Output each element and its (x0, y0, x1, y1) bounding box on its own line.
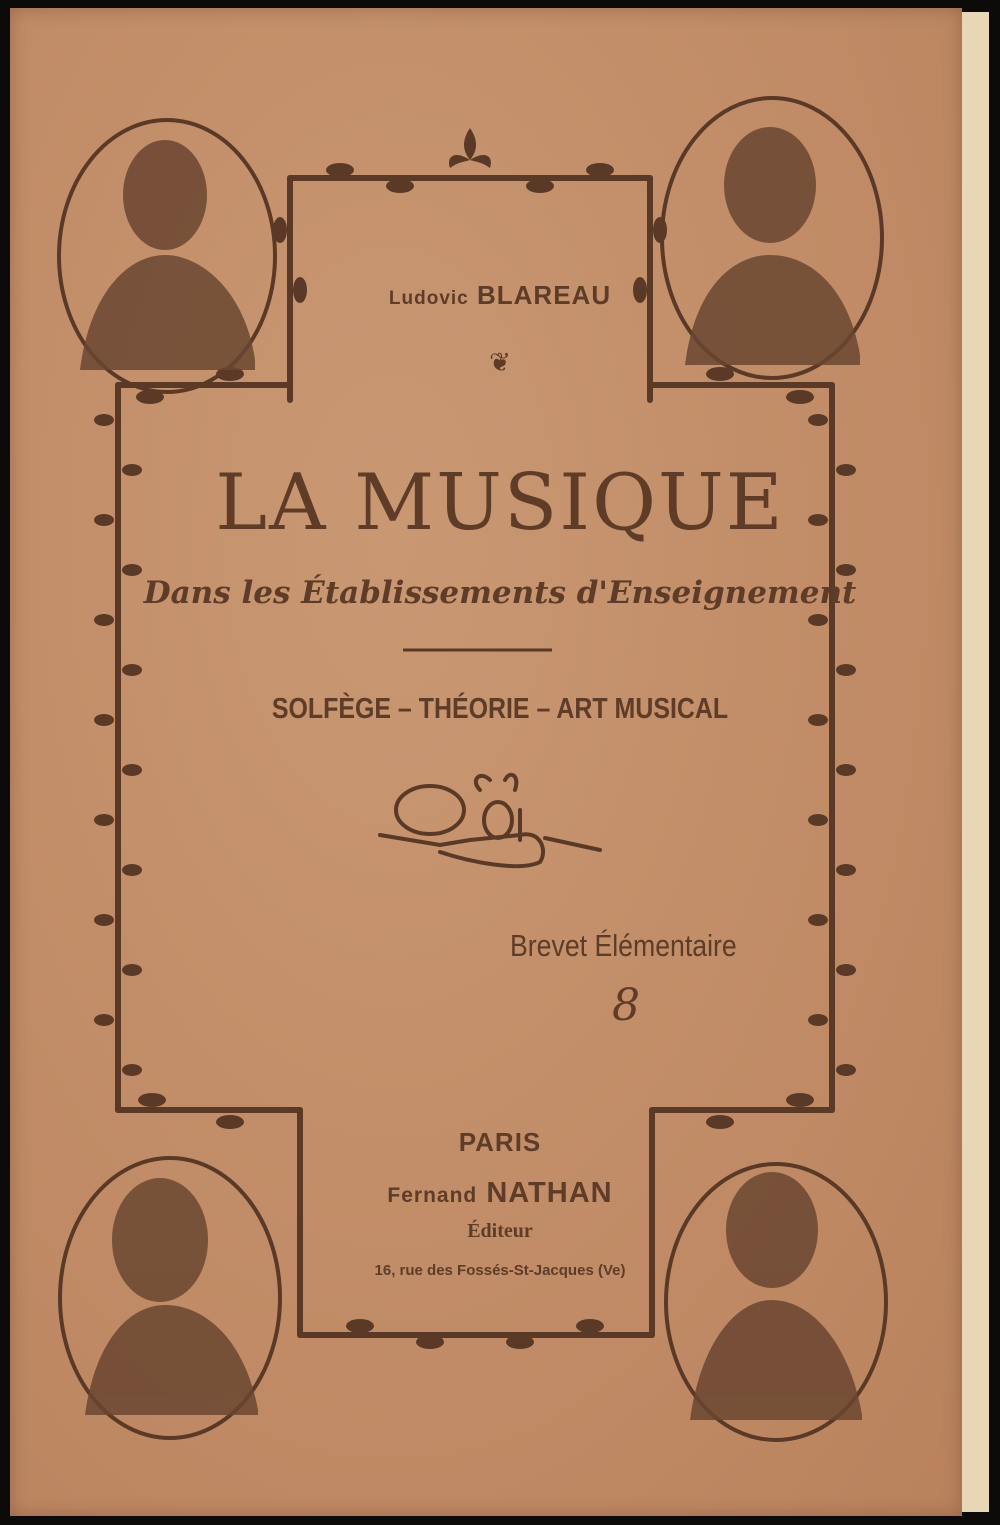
fleuron-ornament-icon: ❦ (489, 348, 511, 377)
author-last-name: BLAREAU (476, 280, 612, 310)
publisher-name (0, 1177, 1000, 1210)
book-subjects: SOLFÈGE – THÉORIE – ART MUSICAL (271, 693, 729, 725)
publisher-city: PARIS (458, 1127, 542, 1157)
book-subtitle: Dans les Établissements d'Enseignement (143, 575, 857, 611)
publisher-first-name: Fernand (387, 1184, 478, 1207)
book-title (0, 458, 1000, 548)
publisher-last-name: NATHAN (486, 1177, 613, 1209)
author-first-name: Ludovic (388, 288, 469, 309)
portrait-top-right (685, 127, 860, 365)
volume-number: 8 (612, 980, 640, 1031)
still-life-vignette (380, 775, 600, 866)
level-label: Brevet Élémentaire (510, 928, 737, 963)
publisher-address: 16, rue des Fossés-St-Jacques (Ve) (374, 1262, 626, 1279)
title-word: MUSIQUE (354, 458, 785, 548)
portrait-top-left (80, 140, 255, 370)
author-name (0, 280, 1000, 311)
title-article: LA (215, 458, 328, 548)
portrait-bottom-left (85, 1178, 258, 1415)
publisher-role: Éditeur (467, 1220, 533, 1242)
